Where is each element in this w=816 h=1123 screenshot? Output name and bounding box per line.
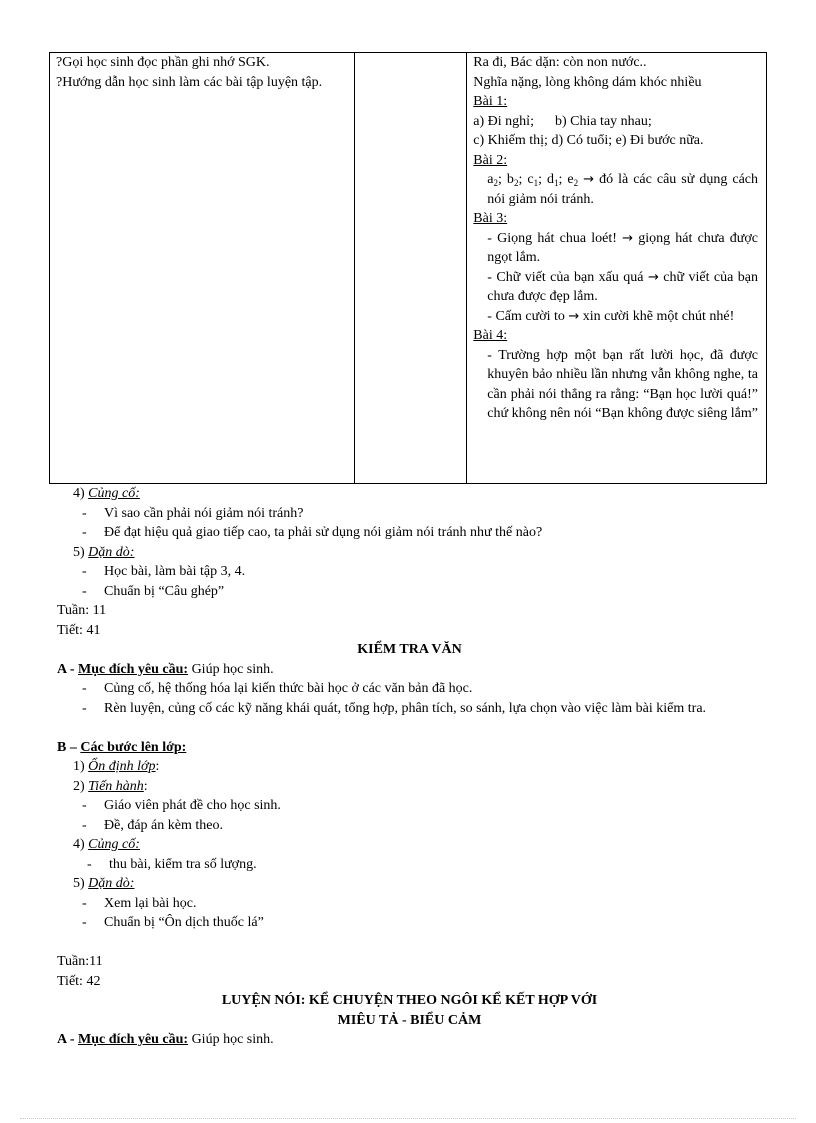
list-item: - thu bài, kiểm tra số lượng. xyxy=(87,856,257,872)
page-bottom-border xyxy=(20,1118,796,1119)
exercise-answer: - Trường hợp một bạn rất lười học, đã được khuyên bảo nhiều lần nhưng vẫn không nghe, ta cần phải nói thẳng ra rằng: “Bạn học lười quá!” chứ không nên nói “Bạn không được siêng lắm” xyxy=(487,347,758,421)
lesson-title: LUYỆN NÓI: KỂ CHUYỆN THEO NGÔI KỂ KẾT HỢP VỚI xyxy=(221,993,598,1008)
table-col1-line: ?Hướng dẫn học sinh làm các bài tập luyện tập. xyxy=(56,74,323,90)
section-heading-a: A - Mục đích yêu cầu: Giúp học sinh. xyxy=(57,661,274,677)
exercise-answer: - Giọng hát chua loét! → giọng hát chưa được ngọt lắm. xyxy=(487,230,759,265)
lesson-body xyxy=(57,484,762,1050)
list-item: - Chuẩn bị “Ôn dịch thuốc lá” xyxy=(82,915,264,930)
exercise-answer: c) Khiếm thị; d) Có tuổi; e) Đi bước nữa. xyxy=(473,133,704,148)
list-item: - Rèn luyện, củng cố các kỹ năng khái quát, tổng hợp, phân tích, so sánh, lựa chọn vào việc làm bài kiểm tra. xyxy=(82,700,707,716)
step-heading: 5) Dặn dò: xyxy=(73,876,135,891)
list-item: - Củng cố, hệ thống hóa lại kiến thức bài học ở các văn bản đã học. xyxy=(82,681,473,696)
student-activity-cell xyxy=(354,53,467,484)
lesson-table xyxy=(49,52,767,484)
poem-line: Ra đi, Bác dặn: còn non nước.. xyxy=(473,55,647,70)
exercise-answer: - Chữ viết của bạn xấu quá → chữ viết của bạn chưa được đẹp lắm. xyxy=(487,269,759,304)
teacher-activity-cell xyxy=(50,53,355,484)
period-label: Tiết: 42 xyxy=(57,973,101,989)
lesson-title: KIỂM TRA VĂN xyxy=(357,642,462,657)
arrow-right-icon: → xyxy=(622,230,634,246)
table-col1-line: ?Gọi học sinh đọc phần ghi nhớ SGK. xyxy=(56,55,270,70)
list-item: - Chuẩn bị “Câu ghép” xyxy=(82,583,225,599)
exercise-title: Bài 2: xyxy=(473,152,508,168)
step-heading: 2) Tiến hành: xyxy=(73,778,148,794)
arrow-right-icon: → xyxy=(583,172,595,187)
week-label: Tuần: 11 xyxy=(57,603,107,618)
week-label: Tuần:11 xyxy=(57,954,103,969)
step-heading: 1) Ổn định lớp: xyxy=(73,759,160,774)
section-heading-b: B – Các bước lên lớp: xyxy=(57,739,187,755)
content-cell xyxy=(467,53,767,484)
exercise-title: Bài 1: xyxy=(473,94,508,109)
list-item: - Vì sao cần phải nói giảm nói tránh? xyxy=(82,505,304,521)
exercise-title: Bài 4: xyxy=(473,328,508,343)
step-heading: 4) Củng cố: xyxy=(73,837,140,852)
exercise-answer: - Cấm cười to → xin cười khẽ một chút nhé! xyxy=(487,308,735,324)
section-heading: 4) Củng cố: xyxy=(73,486,140,501)
arrow-right-icon: → xyxy=(568,308,580,324)
exercise-title: Bài 3: xyxy=(473,211,508,226)
section-heading-a: A - Mục đích yêu cầu: Giúp học sinh. xyxy=(57,1032,274,1047)
list-item: - Đề, đáp án kèm theo. xyxy=(82,817,223,833)
list-item: - Học bài, làm bài tập 3, 4. xyxy=(82,564,246,579)
list-item: - Xem lại bài học. xyxy=(82,895,197,911)
period-label: Tiết: 41 xyxy=(57,622,101,638)
list-item: - Giáo viên phát đề cho học sinh. xyxy=(82,798,281,813)
poem-line: Nghĩa nặng, lòng không dám khóc nhiều xyxy=(473,74,702,90)
list-item: - Để đạt hiệu quả giao tiếp cao, ta phải sử dụng nói giảm nói tránh như thế nào? xyxy=(82,525,543,540)
arrow-right-icon: → xyxy=(647,269,659,285)
lesson-title: MIÊU TẢ - BIỂU CẢM xyxy=(337,1012,482,1028)
section-heading: 5) Dặn dò: xyxy=(73,544,135,560)
exercise-answer: $a_2$; $b_2$; $c_1$; $d_1$; $e_2$ → đó là các câu sử dụng cách nói giảm nói tránh. xyxy=(487,172,759,207)
exercise-answer: a) Đi nghỉ; b) Chia tay nhau; xyxy=(473,113,652,129)
